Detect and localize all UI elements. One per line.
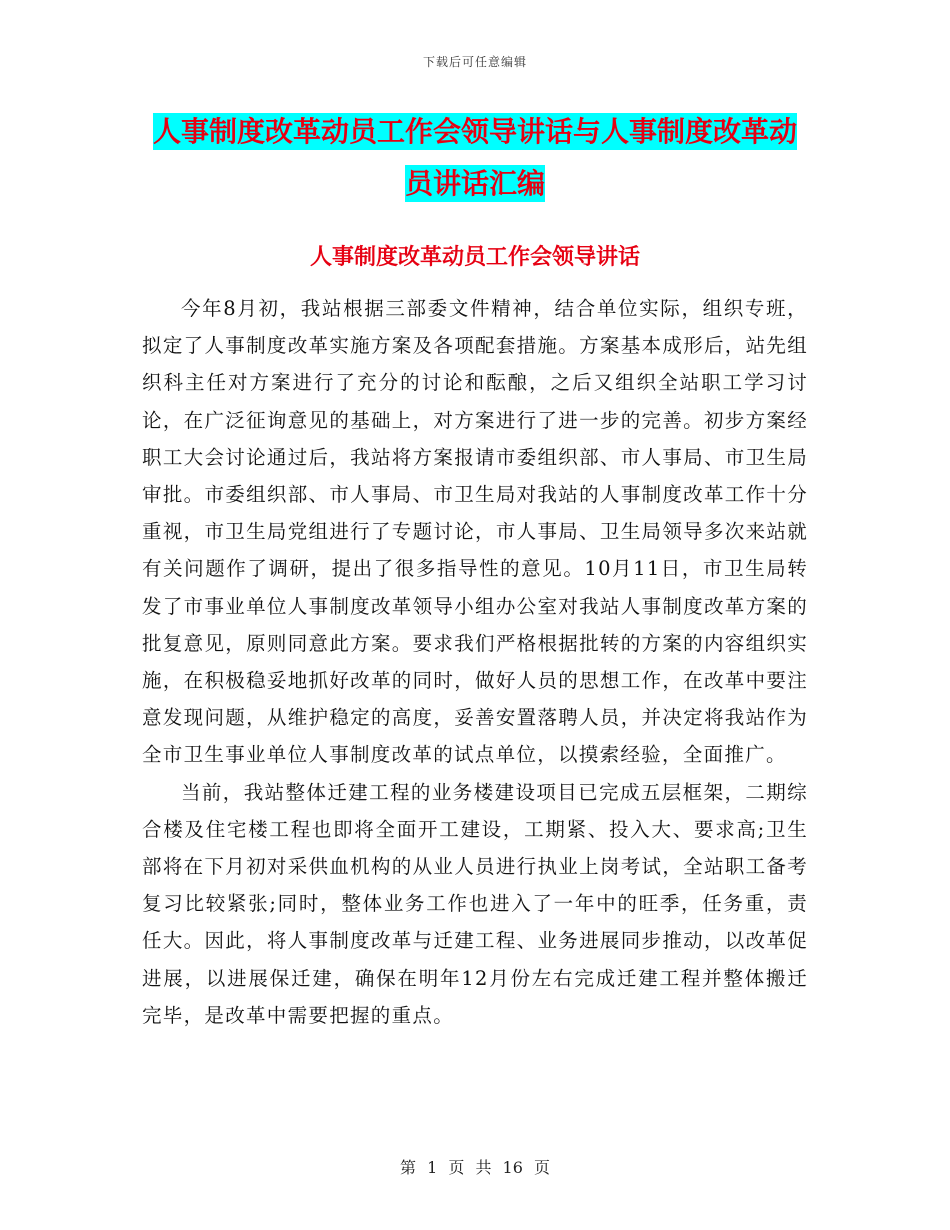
paragraph-2: 当前，我站整体迁建工程的业务楼建设项目已完成五层框架，二期综合楼及住宅楼工程也即将全面开工建设，工期紧、投入大、要求高;卫生部将在下月初对采供血机构的从业人员进行执业上岗考试，全站职工备考复习比较紧张;同时，整体业务工作也进入了一年中的旺季，任务重，责任大。因此，将人事制度改革与迁建工程、业务进展同步推动，以改革促进展，以进展保迁建，确保在明年12月份左右完成迁建工程并整体搬迁完毕，是改革中需要把握的重点。 — [142, 780, 808, 1027]
document-title-line-1: 人事制度改革动员工作会领导讲话与人事制度改革动 — [152, 115, 797, 148]
page-footer: 第 1 页 共 16 页 — [400, 1158, 550, 1177]
header-note: 下载后可任意编辑 — [422, 55, 527, 69]
document-title-line-2: 员讲话汇编 — [404, 167, 545, 200]
body-text — [142, 290, 808, 1034]
section-title: 人事制度改革动员工作会领导讲话 — [309, 244, 640, 270]
paragraph-1: 今年8月初，我站根据三部委文件精神，结合单位实际，组织专班，拟定了人事制度改革实施方案及各项配套措施。方案基本成形后，站先组织科主任对方案进行了充分的讨论和酝酿，之后又组织全站职工学习讨论，在广泛征询意见的基础上，对方案进行了进一步的完善。初步方案经职工大会讨论通过后，我站将方案报请市委组织部、市人事局、市卫生局审批。市委组织部、市人事局、市卫生局对我站的人事制度改革工作十分重视，市卫生局党组进行了专题讨论，市人事局、卫生局领导多次来站就有关问题作了调研，提出了很多指导性的意见。10月11日，市卫生局转发了市事业单位人事制度改革领导小组办公室对我站人事制度改革方案的批复意见，原则同意此方案。要求我们严格根据批转的方案的内容组织实施，在积极稳妥地抓好改革的同时，做好人员的思想工作，在改革中要注意发现问题，从维护稳定的高度，妥善安置落聘人员，并决定将我站作为全市卫生事业单位人事制度改革的试点单位，以摸索经验，全面推广。 — [142, 297, 808, 767]
document-title — [120, 106, 830, 210]
